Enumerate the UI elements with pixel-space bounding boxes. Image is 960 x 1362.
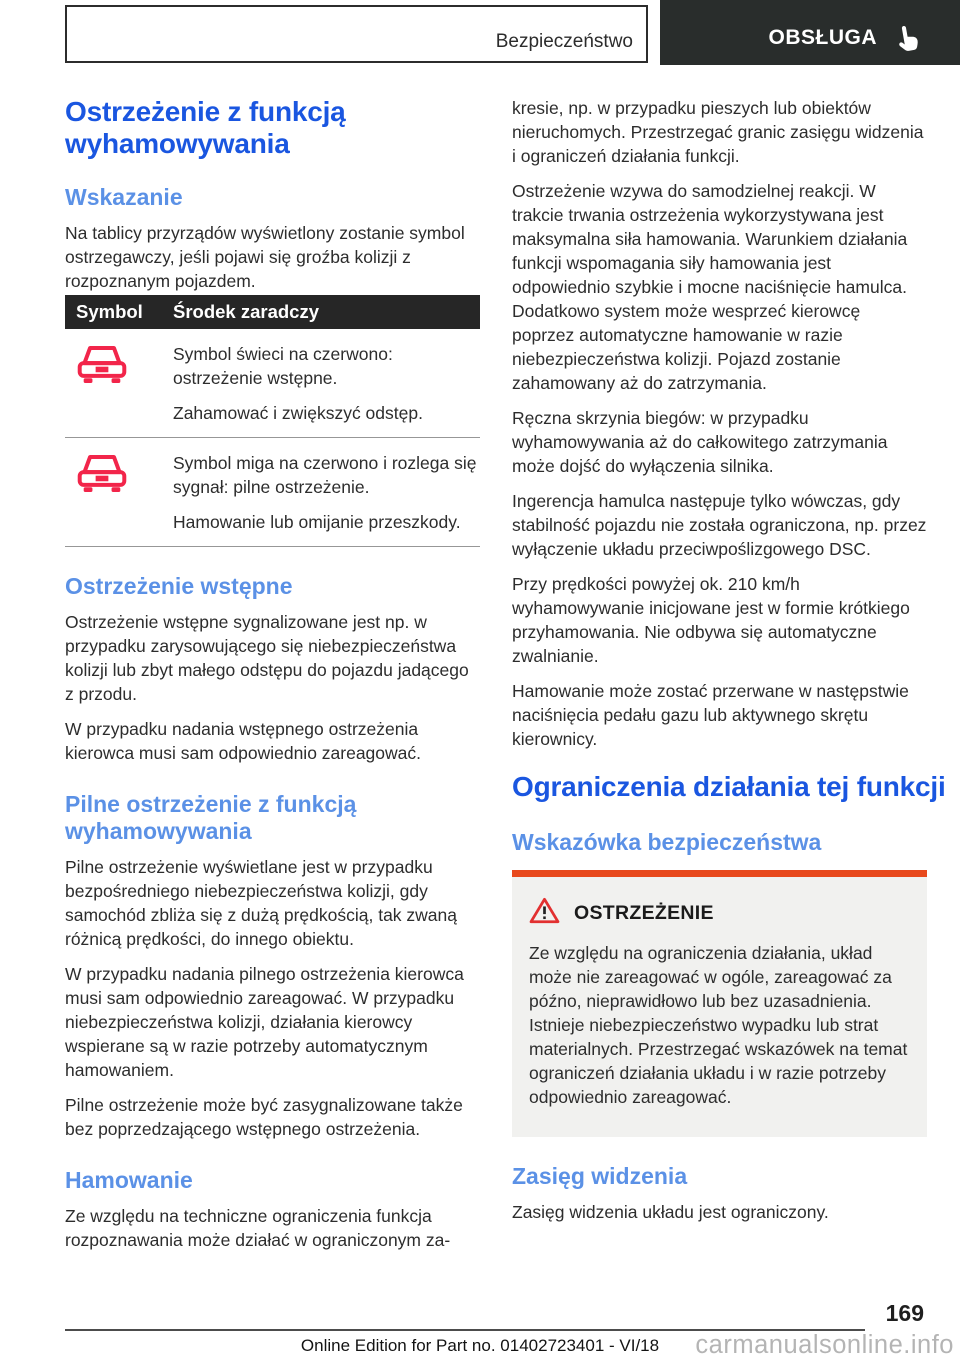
paragraph: Ręczna skrzynia biegów: w przypadku wyhamowywania aż do całkowitego zatrzymania może dojść do wyłączenia silnika. (512, 408, 888, 476)
section-heading-ostrzezenie-wstepne: Ostrzeżenie wstępne (65, 573, 293, 599)
table-text: Hamowanie lub omijanie przeszkody. (173, 512, 461, 532)
watermark-link[interactable]: carmanualsonline.info (695, 1331, 954, 1359)
table-header-remedy: Środek zaradczy (173, 295, 480, 329)
column-right (512, 96, 946, 1224)
table-header-row (65, 295, 480, 329)
paragraph: W przypadku nadania pilnego ostrzeżenia kierowca musi sam odpowiednio zareagować. W przypadku niebezpieczeństwa kolizji, działania kierowcy wspierane są w razie potrzeby automatycznym hamowaniem. (65, 964, 464, 1080)
warning-text: Ze względu na ograniczenia działania, układ może nie zareagować w ogóle, zareagować za późno, nieprawidłowo lub bez uzasadnienia. Istnieje niebezpieczeństwo wypadku lub strat materialnych. Przestrzegać wskazówek na temat ograniczeń działania układu i w razie potrzeby odpowiednio zareagować. (529, 943, 908, 1107)
edition-note: Online Edition for Part no. 01402723401 - VI/18 (300, 1336, 660, 1355)
table-row (65, 329, 480, 438)
table-text: Zahamować i zwiększyć odstęp. (173, 403, 423, 423)
table-header-symbol: Symbol (65, 295, 173, 329)
warning-header (529, 897, 911, 929)
table-cell-remedy (173, 329, 480, 438)
column-left (65, 96, 480, 1252)
warning-triangle-icon (529, 897, 560, 929)
chapter-badge (660, 0, 960, 65)
section-heading-pilne-ostrzezenie: Pilne ostrzeżenie z funkcją wyhamowywania (65, 791, 357, 844)
section-heading-hamowanie: Hamowanie (65, 1167, 193, 1193)
page-number: 169 (885, 1300, 924, 1326)
header-section-box (65, 5, 648, 63)
paragraph: Ostrzeżenie wstępne sygnalizowane jest np. w przypadku zarysowującego się niebezpieczeństwa kolizji lub zbyt małego odstępu do pojazdu jadącego z przodu. (65, 612, 469, 704)
paragraph: Zasięg widzenia układu jest ograniczony. (512, 1202, 829, 1222)
warning-card (512, 870, 927, 1137)
paragraph: W przypadku nadania wstępnego ostrzeżenia kierowca musi sam odpowiednio zareagować. (65, 719, 422, 763)
section-heading-zasieg: Zasięg widzenia (512, 1163, 688, 1189)
warning-accent-bar (512, 870, 927, 877)
table-cell-remedy (173, 438, 480, 547)
paragraph: Na tablicy przyrządów wyświetlony zostanie symbol ostrzegawczy, jeśli pojawi się groźba kolizji z rozpoznanym pojazdem. (65, 223, 465, 291)
page-title: Ostrzeżenie z funkcją wyhamowywania (65, 96, 346, 159)
table-row (65, 438, 480, 547)
paragraph: Ze względu na techniczne ograniczenia funkcja rozpoznawania może działać w ograniczonym za- (65, 1206, 451, 1250)
paragraph: Pilne ostrzeżenie może być zasygnalizowane także bez poprzedzającego wstępnego ostrzeżenia. (65, 1095, 463, 1139)
paragraph: Pilne ostrzeżenie wyświetlane jest w przypadku bezpośredniego niebezpieczeństwa kolizji, gdy samochód zbliża się z dużą prędkością, tak zwaną różnicą prędkości, do innego obiektu. (65, 857, 458, 949)
paragraph: Hamowanie może zostać przerwane w następstwie naciśnięcia pedału gazu lub aktywnego skrętu kierownicy. (512, 681, 909, 749)
limits-title: Ograniczenia działania tej funkcji (512, 771, 946, 802)
red-car-rear-icon (65, 329, 173, 438)
hand-pointer-icon (893, 22, 924, 53)
paragraph: Ingerencja hamulca następuje tylko wówczas, gdy stabilność pojazdu nie została ograniczona, np. przez wyłączenie układu przeciwpoślizgowego DSC. (512, 491, 927, 559)
symbol-table (65, 295, 480, 547)
paragraph: Ostrzeżenie wzywa do samodzielnej reakcji. W trakcie trwania ostrzeżenia wykorzystywana jest maksymalna siła hamowania. Warunkiem działania funkcji wspomagania siły hamowania jest odpowiednio szybkie i mocne naciśnięcie hamulca. Dodatkowo system może wesprzeć kierowcę poprzez automatyczne hamowanie w razie niebezpieczeństwa kolizji. Pojazd zostanie zahamowany aż do zatrzymania. (512, 181, 908, 393)
warning-label: OSTRZEŻENIE (574, 901, 714, 924)
section-label: Bezpieczeństwo (495, 31, 633, 52)
paragraph: kresie, np. w przypadku pieszych lub obiektów nieruchomych. Przestrzegać granic zasięgu widzenia i ograniczeń działania funkcji. (512, 98, 924, 166)
section-heading-wskazowka: Wskazówka bezpieczeństwa (512, 829, 822, 855)
red-car-rear-icon (65, 438, 173, 547)
table-text: Symbol miga na czerwono i rozlega się sygnał: pilne ostrzeżenie. (173, 453, 477, 497)
section-heading-wskazanie: Wskazanie (65, 184, 183, 210)
paragraph: Przy prędkości powyżej ok. 210 km/h wyhamowywanie inicjowane jest w formie krótkiego przyhamowania. Nie odbywa się automatyczne zwalnianie. (512, 574, 910, 666)
table-text: Symbol świeci na czerwono: ostrzeżenie wstępne. (173, 344, 393, 388)
chapter-badge-label: OBSŁUGA (768, 25, 877, 49)
warning-body (512, 877, 927, 1137)
